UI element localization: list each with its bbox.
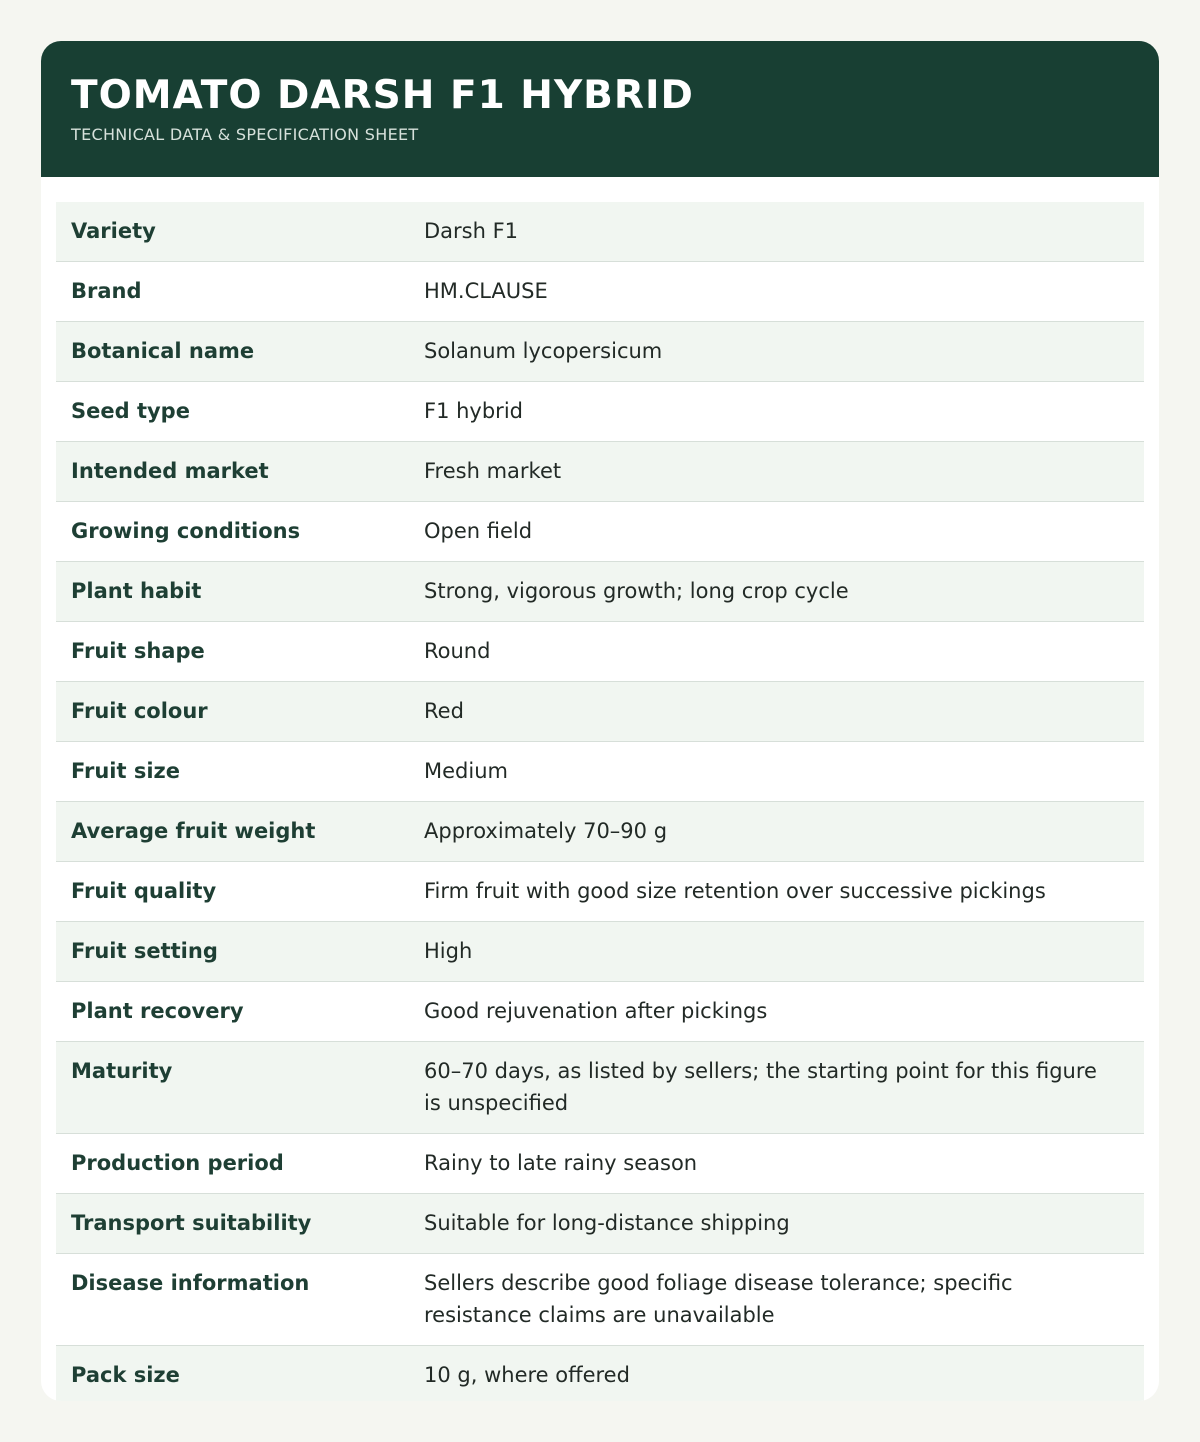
spec-label: Brand — [71, 279, 142, 303]
spec-row-fruit-quality — [56, 862, 1144, 922]
spec-row-variety — [56, 202, 1144, 262]
spec-row-disease-information — [56, 1254, 1144, 1346]
spec-row-seed-type — [56, 382, 1144, 442]
spec-value: 10 g, where offered — [424, 1363, 630, 1387]
spec-row-plant-recovery — [56, 982, 1144, 1042]
spec-label: Fruit colour — [71, 699, 208, 723]
spec-label: Pack size — [71, 1363, 180, 1387]
spec-sheet-header — [41, 41, 1159, 177]
spec-row-fruit-shape — [56, 622, 1144, 682]
spec-value: Good rejuvenation after pickings — [424, 999, 768, 1023]
spec-value: Solanum lycopersicum — [424, 339, 663, 363]
page-subtitle: TECHNICAL DATA & SPECIFICATION SHEET — [71, 125, 419, 144]
spec-value: 60–70 days, as listed by sellers; the starting point for this figure is unspecified — [424, 1059, 1097, 1115]
spec-label: Intended market — [71, 459, 269, 483]
spec-label: Fruit setting — [71, 939, 218, 963]
spec-row-production-period — [56, 1134, 1144, 1194]
spec-value: Sellers describe good foliage disease tolerance; specific resistance claims are unavailable — [424, 1271, 1013, 1327]
spec-label: Growing conditions — [71, 519, 301, 543]
spec-value: Darsh F1 — [424, 219, 519, 243]
spec-label: Variety — [71, 219, 156, 243]
spec-label: Transport suitability — [71, 1211, 312, 1235]
spec-row-plant-habit — [56, 562, 1144, 622]
spec-value: Approximately 70–90 g — [424, 819, 668, 843]
spec-row-average-fruit-weight — [56, 802, 1144, 862]
spec-value: Rainy to late rainy season — [424, 1151, 698, 1175]
spec-row-pack-size — [56, 1346, 1144, 1401]
spec-value: Open field — [424, 519, 533, 543]
spec-label: Fruit quality — [71, 879, 217, 903]
spec-value: HM.CLAUSE — [424, 279, 548, 303]
spec-value: Strong, vigorous growth; long crop cycle — [424, 579, 849, 603]
spec-value: High — [424, 939, 473, 963]
spec-row-fruit-colour — [56, 682, 1144, 742]
spec-value: Round — [424, 639, 491, 663]
spec-value: Fresh market — [424, 459, 562, 483]
spec-label: Seed type — [71, 399, 190, 423]
spec-label: Disease information — [71, 1271, 310, 1295]
spec-label: Fruit shape — [71, 639, 205, 663]
spec-label: Maturity — [71, 1059, 173, 1083]
spec-row-brand — [56, 262, 1144, 322]
spec-row-growing-conditions — [56, 502, 1144, 562]
spec-label: Plant recovery — [71, 999, 244, 1023]
page-title: TOMATO DARSH F1 HYBRID — [71, 73, 694, 118]
spec-label: Average fruit weight — [71, 819, 316, 843]
spec-row-transport-suitability — [56, 1194, 1144, 1254]
spec-value: Suitable for long-distance shipping — [424, 1211, 790, 1235]
spec-row-botanical-name — [56, 322, 1144, 382]
spec-value: Firm fruit with good size retention over successive pickings — [424, 879, 1046, 903]
spec-label: Fruit size — [71, 759, 181, 783]
spec-sheet-card — [41, 41, 1159, 1401]
spec-row-intended-market — [56, 442, 1144, 502]
spec-label: Plant habit — [71, 579, 202, 603]
spec-row-fruit-setting — [56, 922, 1144, 982]
spec-value: F1 hybrid — [424, 399, 523, 423]
spec-label: Production period — [71, 1151, 284, 1175]
spec-value: Medium — [424, 759, 508, 783]
spec-row-maturity — [56, 1042, 1144, 1134]
spec-table — [56, 202, 1144, 1401]
spec-value: Red — [424, 699, 464, 723]
spec-label: Botanical name — [71, 339, 255, 363]
spec-row-fruit-size — [56, 742, 1144, 802]
